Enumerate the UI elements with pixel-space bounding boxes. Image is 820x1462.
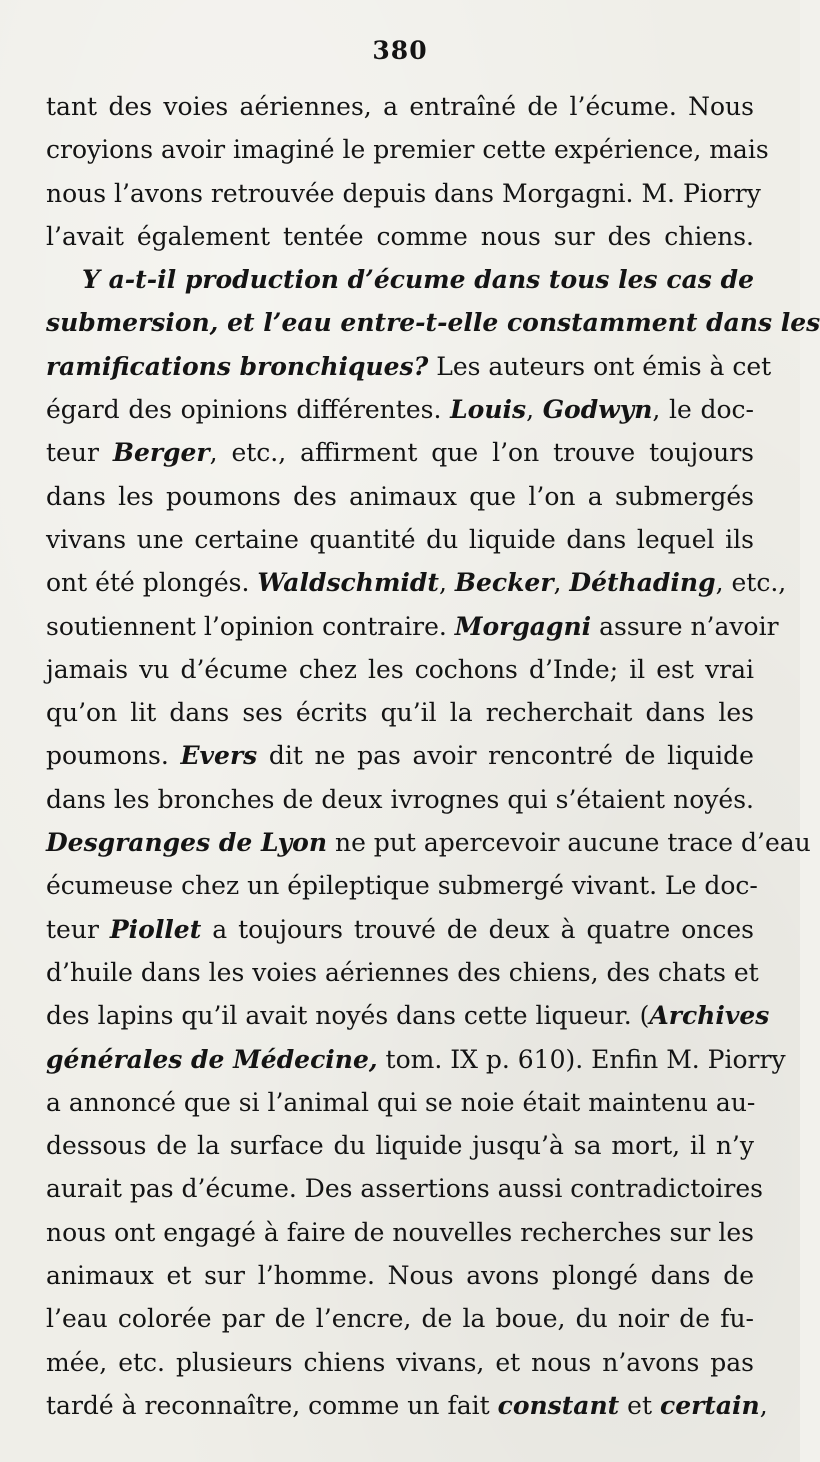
italic-text: Louis [450,395,527,425]
italic-text: Evers [180,741,258,771]
text-segment: dessous de la surface du liquide jusqu’à sa mort, il n’y [46,1131,754,1161]
text-line [46,561,787,604]
text-line [46,1167,764,1210]
text-segment: soutiennent l’opinion contraire. [46,611,455,641]
text-line [46,1254,754,1297]
text-segment: vivans une certaine quantité du liquide dans lequel ils [46,524,754,554]
text-line [46,215,754,258]
text-line [46,1038,786,1081]
italic-text: Waldschmidt [257,568,439,598]
text-line [46,172,761,215]
text-segment: , [526,395,543,425]
text-line [46,778,754,821]
text-segment: ont été plongés. [46,568,258,598]
text-segment: , etc., affirment que l’on trouve toujours [209,438,755,468]
text-segment: , [759,1390,768,1420]
italic-text: Desgranges de Lyon [46,828,328,858]
italic-text: Archives [649,1001,770,1031]
text-segment: écumeuse chez un épileptique submergé vivant. Le doc- [46,871,758,901]
text-line [46,388,754,431]
italic-text: certain [659,1390,760,1420]
text-line [46,648,754,691]
text-segment: assure n’avoir [591,611,779,641]
italic-text: Y a-t-il production d’écume dans tous les cas de [82,265,754,295]
text-line [46,864,758,907]
text-segment: d’huile dans les voies aériennes des chiens, des chats et [46,957,759,987]
text-segment: , etc., [715,568,787,598]
text-segment: dit ne pas avoir rencontré de liquide [257,741,754,771]
text-line [46,691,754,734]
text-segment: tant des voies aériennes, a entraîné de l’écume. Nous [46,92,754,121]
text-line [46,258,754,301]
text-segment: nous ont engagé à faire de nouvelles recherches sur les [46,1217,754,1247]
italic-text: Morgagni [454,611,592,641]
italic-text: Déthading [569,568,716,598]
text-segment: poumons. [46,741,181,771]
text-line [46,345,772,388]
text-line [46,431,754,474]
italic-text: Berger [112,438,210,468]
text-segment: mée, etc. plusieurs chiens vivans, et nous n’avons pas [46,1347,754,1377]
text-line [46,1384,768,1427]
text-line [46,128,769,171]
text-segment: Les auteurs ont émis à cet [428,351,772,381]
text-line [46,1211,754,1254]
italic-text: Godwyn [542,395,653,425]
italic-text: ramifications bronchiques? [46,351,429,381]
text-segment: dans les poumons des animaux que l’on a submergés [46,481,754,511]
text-segment: teur [46,914,110,944]
text-line [46,605,779,648]
text-line [46,518,754,561]
text-line [46,908,754,951]
text-segment: a toujours trouvé de deux à quatre onces [201,914,754,944]
body-text [46,85,820,1427]
text-segment: , le doc- [652,395,754,425]
text-segment: animaux et sur l’homme. Nous avons plongé dans de [46,1261,754,1291]
text-line [46,1081,754,1124]
text-line [46,85,754,128]
text-line [46,1341,754,1384]
italic-text: Becker [454,568,554,598]
text-segment: l’eau colorée par de l’encre, de la boue, du noir de fu- [46,1304,754,1334]
text-segment: jamais vu d’écume chez les cochons d’Inde; il est vrai [46,654,754,684]
italic-text: submersion, et l’eau entre-t-elle constamment dans les [46,308,820,338]
text-line [46,1297,754,1340]
text-line [46,951,759,994]
text-segment: des lapins qu’il avait noyés dans cette liqueur. ( [46,1001,650,1031]
text-segment: , [553,568,570,598]
page-number: 380 [372,36,428,65]
italic-text: générales de Médecine, [46,1044,378,1074]
text-segment: dans les bronches de deux ivrognes qui s’étaient noyés. [46,784,754,814]
text-segment: teur [46,438,113,468]
text-line [46,1124,754,1167]
text-segment: ne put apercevoir aucune trace d’eau [327,828,811,858]
text-segment: nous l’avons retrouvée depuis dans Morgagni. M. Piorry [46,178,761,208]
text-line [46,821,811,864]
text-segment: égard des opinions différentes. [46,395,451,425]
text-segment: tom. IX p. 610). Enfin M. Piorry [377,1044,786,1074]
text-line [46,994,770,1037]
text-segment: a annoncé que si l’animal qui se noie était maintenu au- [46,1087,756,1117]
text-line [46,475,754,518]
text-line [46,734,754,777]
text-segment: croyions avoir imaginé le premier cette expérience, mais [46,135,769,165]
text-segment: et [619,1390,660,1420]
text-line [46,301,820,344]
text-segment: tardé à reconnaître, comme un fait [46,1390,498,1420]
italic-text: Piollet [109,914,202,944]
text-segment: , [438,568,455,598]
text-segment: aurait pas d’écume. Des assertions aussi contradictoires [46,1174,764,1204]
text-segment: l’avait également tentée comme nous sur des chiens. [46,221,754,251]
italic-text: constant [497,1390,620,1420]
text-segment: qu’on lit dans ses écrits qu’il la recherchait dans les [46,698,754,728]
